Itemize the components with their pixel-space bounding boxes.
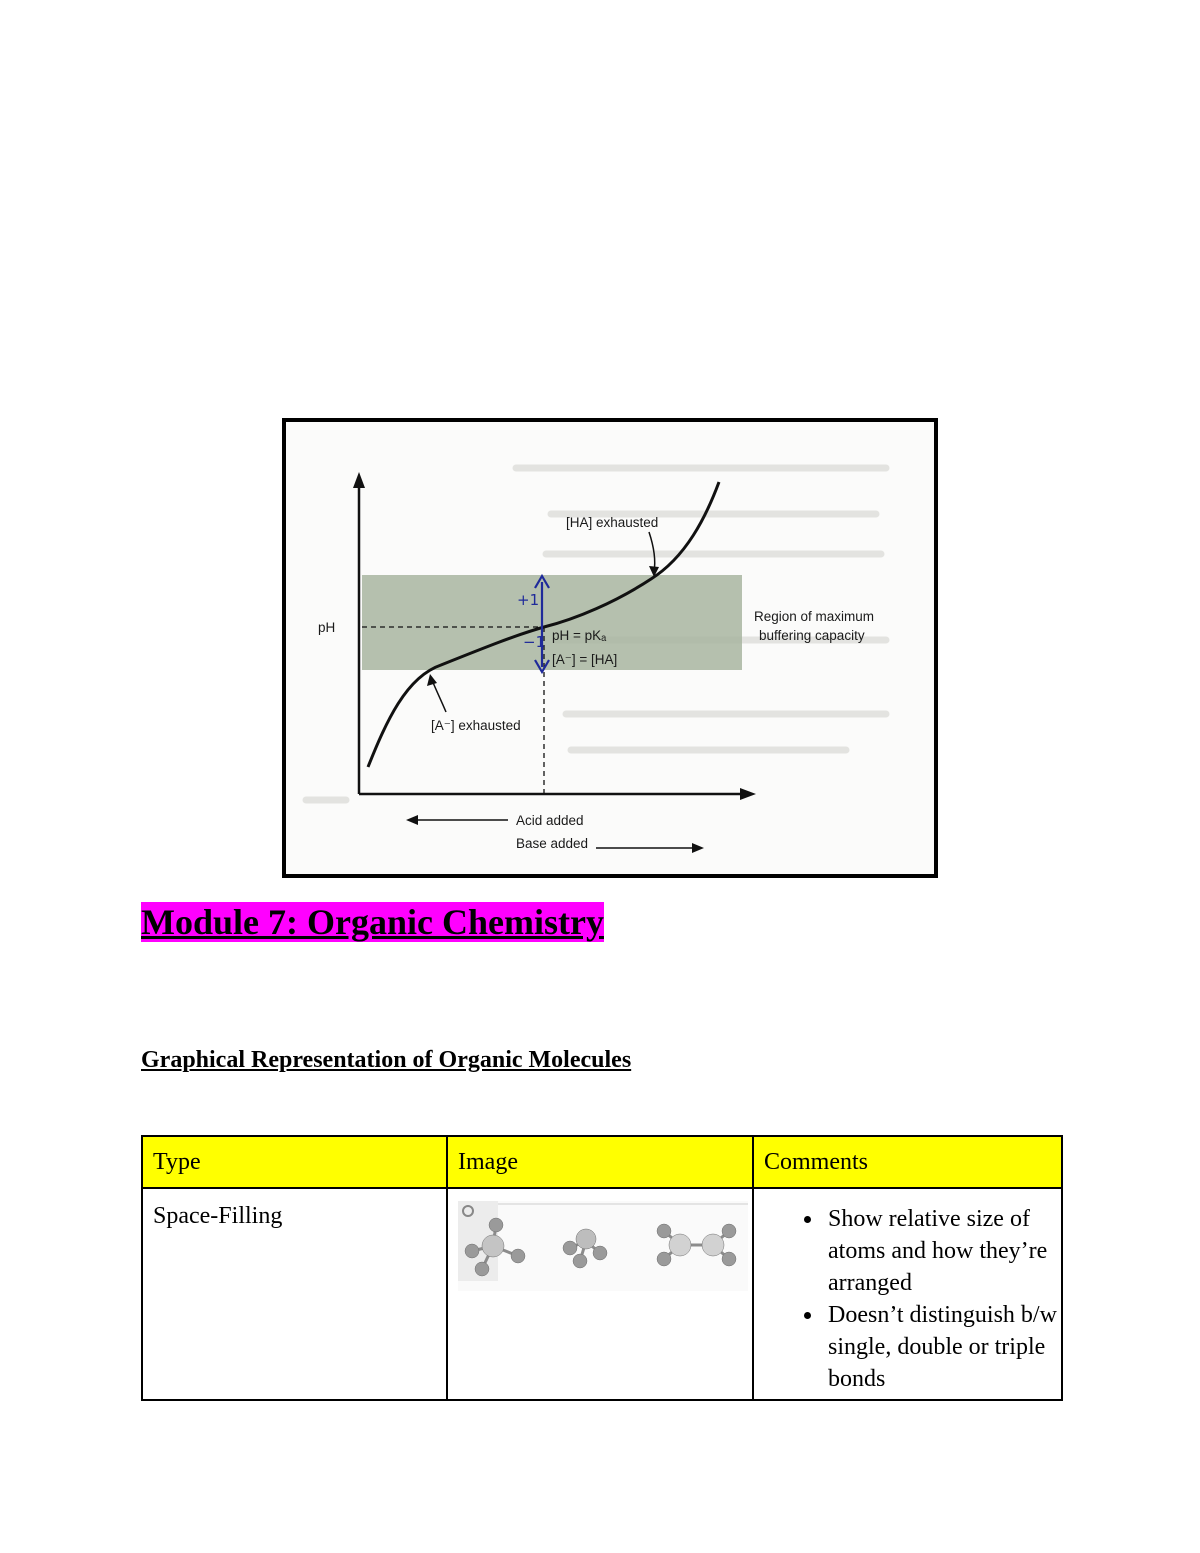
representation-table <box>141 1135 1063 1401</box>
header-type: Type <box>142 1136 447 1188</box>
cell-comments <box>753 1188 1062 1400</box>
header-image: Image <box>447 1136 753 1188</box>
ph-equals-pka-label: pH = pKₐ <box>552 628 607 643</box>
ha-exhausted-label: [HA] exhausted <box>566 515 659 530</box>
acid-added-label: Acid added <box>516 813 584 828</box>
annotation-minus-one: −1 <box>523 633 546 651</box>
cell-image <box>447 1188 753 1400</box>
region-label-line2: buffering capacity <box>759 628 865 643</box>
header-comments: Comments <box>753 1136 1062 1188</box>
list-item: • Show relative size of atoms and how they’re arranged <box>824 1203 1057 1299</box>
y-axis-arrowhead <box>353 472 365 488</box>
titration-curve-graphic <box>286 422 934 874</box>
a-exhausted-label: [A⁻] exhausted <box>431 718 521 733</box>
list-item: • Doesn’t distinguish b/w single, double or triple bonds <box>824 1299 1057 1395</box>
a-equals-ha-label: [A⁻] = [HA] <box>552 652 618 667</box>
region-label-line1: Region of maximum <box>754 609 875 624</box>
annotation-plus-one: +1 <box>517 591 540 609</box>
comments-list <box>754 1203 1057 1395</box>
a-exhausted-pointer-head <box>427 674 437 686</box>
space-filling-models-image <box>458 1201 748 1291</box>
acid-added-arrowhead <box>406 815 418 825</box>
table-row <box>142 1188 1062 1400</box>
base-added-arrowhead <box>692 843 704 853</box>
cell-type: Space-Filling <box>142 1188 447 1400</box>
base-added-label: Base added <box>516 836 589 851</box>
table-header-row <box>142 1136 1062 1188</box>
x-axis-arrowhead <box>740 788 756 800</box>
module-title-text: Module 7: Organic Chemistry <box>141 902 604 942</box>
module-title <box>141 898 606 946</box>
buffer-titration-figure <box>282 418 938 878</box>
a-exhausted-pointer <box>432 680 446 712</box>
section-heading: Graphical Representation of Organic Molecules <box>141 1047 632 1073</box>
y-axis-label: pH <box>318 620 336 635</box>
